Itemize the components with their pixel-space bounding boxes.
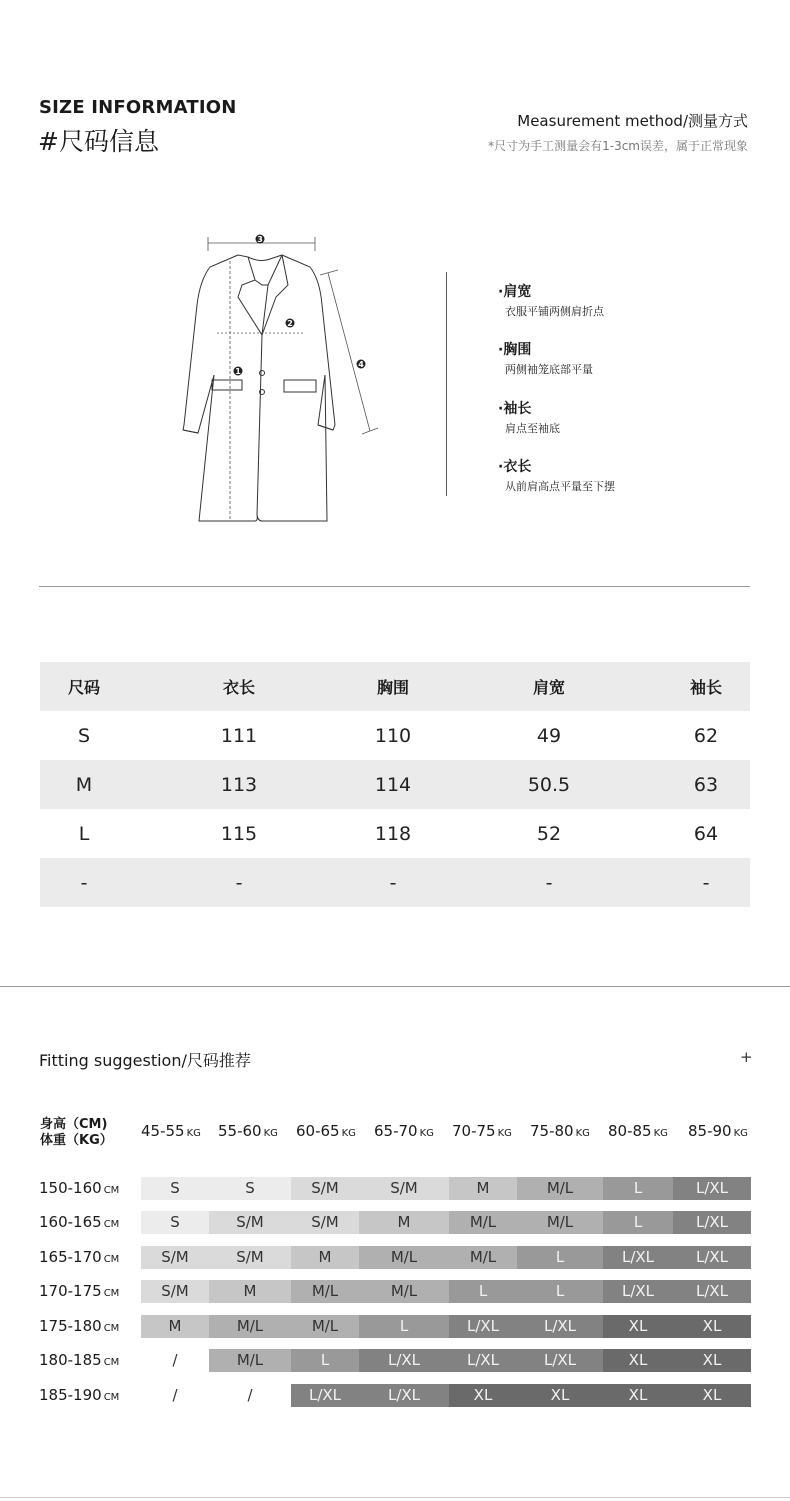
weight-col-header <box>141 1122 201 1140</box>
height-unit: CM <box>103 1323 120 1334</box>
fit-size-cell: L/XL <box>291 1384 359 1407</box>
legend-desc: 从前肩高点平量至下摆 <box>505 480 615 493</box>
weight-col-header <box>530 1122 590 1140</box>
weight-range: 70-75 <box>452 1122 496 1140</box>
col-header-sleeve: 袖长 <box>689 678 722 697</box>
table-cell: - <box>545 871 553 894</box>
table-row <box>40 858 750 907</box>
fit-size-cell: M <box>449 1177 517 1200</box>
legend-chest <box>498 339 593 377</box>
height-range: 170-175 <box>39 1282 102 1300</box>
fit-size-cell: M/L <box>291 1315 359 1338</box>
height-label: 身高（CM) <box>40 1117 108 1132</box>
weight-unit: KG <box>186 1128 201 1139</box>
fit-size-cell: L/XL <box>603 1246 673 1269</box>
marker-3: 3 <box>257 235 263 244</box>
weight-col-header <box>452 1122 512 1140</box>
table-cell: 64 <box>693 822 719 845</box>
section-divider <box>39 586 750 587</box>
weight-unit: KG <box>733 1128 748 1139</box>
fit-size-cell: M/L <box>359 1246 449 1269</box>
legend-desc: 衣服平铺两侧肩折点 <box>505 305 604 318</box>
table-row <box>40 760 750 809</box>
table-cell: M <box>75 773 93 796</box>
table-cell: 114 <box>374 773 412 796</box>
height-unit: CM <box>103 1219 120 1230</box>
table-cell: - <box>702 871 710 894</box>
height-unit: CM <box>103 1288 120 1299</box>
fit-size-cell: M/L <box>517 1211 603 1234</box>
fit-size-cell: XL <box>673 1384 751 1407</box>
title-cn: #尺码信息 <box>38 127 159 156</box>
height-unit: CM <box>103 1185 120 1196</box>
title-en: SIZE INFORMATION <box>39 97 237 118</box>
fit-size-cell: L/XL <box>673 1211 751 1234</box>
weight-col-header <box>296 1122 356 1140</box>
coat-measurement-diagram <box>170 225 400 530</box>
fit-size-cell: M <box>359 1211 449 1234</box>
table-cell: 49 <box>536 724 562 747</box>
weight-range: 75-80 <box>530 1122 574 1140</box>
table-row <box>40 809 750 858</box>
fit-size-cell: M <box>209 1280 291 1303</box>
fit-size-cell: L <box>359 1315 449 1338</box>
fit-size-cell: S <box>141 1211 209 1234</box>
fit-size-cell: XL <box>517 1384 603 1407</box>
marker-4: 4 <box>358 360 364 369</box>
col-header-length: 衣长 <box>222 678 255 697</box>
fit-size-cell: / <box>141 1384 209 1407</box>
fit-size-cell: M/L <box>209 1349 291 1372</box>
fit-size-cell: L/XL <box>449 1315 517 1338</box>
size-table <box>40 662 750 907</box>
table-cell: - <box>80 871 88 894</box>
weight-unit: KG <box>419 1128 434 1139</box>
legend-title: ·袖长 <box>498 401 532 417</box>
weight-unit: KG <box>497 1128 512 1139</box>
table-cell: 115 <box>220 822 258 845</box>
fit-size-cell: L <box>517 1246 603 1269</box>
table-row <box>40 711 750 760</box>
fit-size-cell: L/XL <box>603 1280 673 1303</box>
fit-size-cell: L <box>449 1280 517 1303</box>
table-header-row <box>40 662 750 711</box>
table-cell: 52 <box>536 822 562 845</box>
fit-size-cell: XL <box>603 1349 673 1372</box>
legend-desc: 肩点至袖底 <box>505 422 560 435</box>
diagram-divider <box>446 272 447 496</box>
table-cell: - <box>235 871 243 894</box>
weight-range: 65-70 <box>374 1122 418 1140</box>
weight-range: 80-85 <box>608 1122 652 1140</box>
height-row-header <box>39 1351 119 1369</box>
fit-size-cell: S <box>141 1177 209 1200</box>
legend-title: ·衣长 <box>498 459 532 475</box>
fit-size-cell: S/M <box>141 1246 209 1269</box>
fit-size-cell: XL <box>449 1384 517 1407</box>
weight-unit: KG <box>575 1128 590 1139</box>
fit-size-cell: M/L <box>291 1280 359 1303</box>
fit-size-cell: L/XL <box>673 1246 751 1269</box>
weight-range: 85-90 <box>688 1122 732 1140</box>
fit-size-cell: XL <box>603 1315 673 1338</box>
height-weight-label <box>40 1117 113 1149</box>
height-unit: CM <box>103 1392 120 1403</box>
bottom-divider <box>0 1497 790 1498</box>
marker-2: 2 <box>287 319 293 328</box>
measurement-method-title: Measurement method/测量方式 <box>517 112 748 130</box>
fit-size-cell: M/L <box>449 1246 517 1269</box>
height-range: 160-165 <box>39 1213 102 1231</box>
legend-title: ·肩宽 <box>498 284 532 300</box>
table-cell: 50.5 <box>527 773 571 796</box>
height-range: 175-180 <box>39 1317 102 1335</box>
fit-size-cell: / <box>209 1384 291 1407</box>
weight-unit: KG <box>341 1128 356 1139</box>
col-header-shoulder: 肩宽 <box>532 678 565 697</box>
weight-col-header <box>218 1122 278 1140</box>
fit-size-cell: M/L <box>209 1315 291 1338</box>
fit-size-cell: S/M <box>209 1211 291 1234</box>
fit-size-cell: S/M <box>141 1280 209 1303</box>
fit-size-cell: L <box>603 1177 673 1200</box>
fit-size-cell: / <box>141 1349 209 1372</box>
weight-range: 55-60 <box>218 1122 262 1140</box>
marker-1: 1 <box>235 367 241 376</box>
height-unit: CM <box>103 1254 120 1265</box>
fit-size-cell: L/XL <box>449 1349 517 1372</box>
table-cell: 111 <box>220 724 258 747</box>
section-divider <box>0 986 790 987</box>
measurement-note: *尺寸为手工测量会有1-3cm误差，属于正常现象 <box>488 139 748 153</box>
fit-size-cell: M <box>141 1315 209 1338</box>
fit-size-cell: M <box>291 1246 359 1269</box>
weight-range: 45-55 <box>141 1122 185 1140</box>
fit-size-cell: L <box>517 1280 603 1303</box>
table-cell: 62 <box>693 724 719 747</box>
height-row-header <box>39 1282 119 1300</box>
fit-size-cell: M/L <box>517 1177 603 1200</box>
height-row-header <box>39 1386 119 1404</box>
height-row-header <box>39 1317 119 1335</box>
fit-size-cell: M/L <box>359 1280 449 1303</box>
weight-unit: KG <box>263 1128 278 1139</box>
height-range: 150-160 <box>39 1179 102 1197</box>
fit-size-cell: S <box>209 1177 291 1200</box>
fit-size-cell: XL <box>603 1384 673 1407</box>
weight-col-header <box>688 1122 748 1140</box>
weight-col-header <box>374 1122 434 1140</box>
fit-size-cell: L <box>603 1211 673 1234</box>
legend-desc: 两侧袖笼底部平量 <box>505 363 593 376</box>
height-row-header <box>39 1213 119 1231</box>
fit-size-cell: S/M <box>291 1211 359 1234</box>
fit-size-cell: L/XL <box>673 1177 751 1200</box>
fit-size-cell: S/M <box>209 1246 291 1269</box>
fit-size-cell: M/L <box>449 1211 517 1234</box>
table-cell: 110 <box>374 724 412 747</box>
fit-size-cell: S/M <box>291 1177 359 1200</box>
fit-size-cell: L/XL <box>673 1280 751 1303</box>
height-range: 185-190 <box>39 1386 102 1404</box>
table-cell: S <box>77 724 91 747</box>
weight-label: 体重（KG） <box>40 1133 113 1148</box>
height-range: 180-185 <box>39 1351 102 1369</box>
height-unit: CM <box>103 1357 120 1368</box>
col-header-chest: 胸围 <box>376 678 409 697</box>
table-cell: - <box>389 871 397 894</box>
legend-title: ·胸围 <box>498 342 532 358</box>
table-cell: 113 <box>220 773 258 796</box>
legend-sleeve <box>498 398 560 436</box>
height-row-header <box>39 1179 119 1197</box>
fit-size-cell: L/XL <box>517 1349 603 1372</box>
fit-size-cell: L/XL <box>359 1384 449 1407</box>
fit-size-cell: L/XL <box>359 1349 449 1372</box>
height-range: 165-170 <box>39 1248 102 1266</box>
weight-range: 60-65 <box>296 1122 340 1140</box>
legend-length <box>498 456 615 494</box>
fit-size-cell: XL <box>673 1315 751 1338</box>
expand-toggle[interactable]: + <box>740 1048 753 1066</box>
weight-col-header <box>608 1122 668 1140</box>
weight-unit: KG <box>653 1128 668 1139</box>
fit-size-cell: L/XL <box>517 1315 603 1338</box>
height-row-header <box>39 1248 119 1266</box>
fit-size-cell: XL <box>673 1349 751 1372</box>
table-cell: 63 <box>693 773 719 796</box>
table-cell: L <box>78 822 90 845</box>
fit-size-cell: L <box>291 1349 359 1372</box>
table-cell: 118 <box>374 822 412 845</box>
legend-shoulder <box>498 281 604 319</box>
col-header-size: 尺码 <box>67 678 100 697</box>
fit-size-cell: S/M <box>359 1177 449 1200</box>
fitting-title: Fitting suggestion/尺码推荐 <box>39 1051 251 1070</box>
